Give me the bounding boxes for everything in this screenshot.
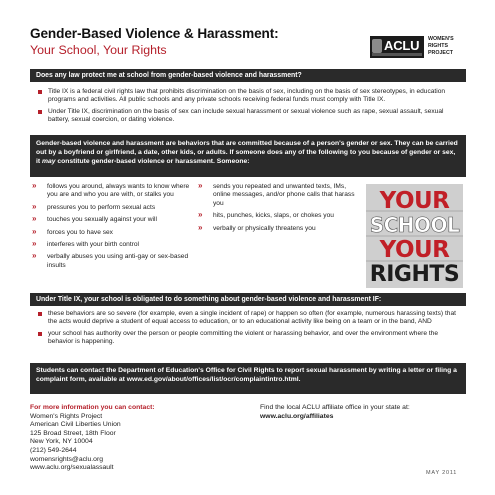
bullet-square-icon — [38, 90, 42, 94]
behavior-list-left — [32, 183, 192, 274]
affiliate-info — [260, 404, 470, 421]
behavior-text: sends you repeated and unwanted texts, IMs, online messages, and/or phone calls that harass you — [213, 183, 355, 207]
program-line: WOMEN'S — [428, 36, 454, 42]
behavior-text: verbally or physically threatens you — [213, 224, 316, 232]
behavior-text: follows you around, always wants to know where you are and who you are with, or stalks you — [47, 183, 190, 199]
bullet-text: your school has authority over the person or people committing the violent or harassing behavior, and over the environment where the behavior is happening. — [48, 329, 438, 346]
list-item — [32, 226, 192, 237]
list-item — [32, 216, 192, 224]
aclu-logo-text: ACLU — [384, 38, 420, 53]
list-item — [38, 310, 462, 327]
list-item — [32, 183, 192, 200]
section-heading-contact-ocr: Students can contact the Department of Education's Office for Civil Rights to report sexual harassment by writing a letter or filing a complaint form, available at www.ed.gov/about/offices/list/ocr/complaintintro.html. — [30, 363, 466, 394]
section-heading-law: Does any law protect me at school from gender-based violence and harassment? — [30, 69, 466, 82]
chevron-right-icon: » — [32, 201, 36, 211]
program-line: RIGHTS — [428, 43, 449, 49]
behavior-text: forces you to have sex — [47, 228, 113, 236]
poster-word: YOUR — [379, 237, 450, 263]
publication-date: MAY 2011 — [426, 470, 458, 476]
bullet-square-icon — [38, 110, 42, 114]
chevron-right-icon: » — [198, 210, 202, 220]
chevron-right-icon: » — [32, 251, 36, 261]
bullet-text: Title IX is a federal civil rights law that prohibits discrimination on the basis of sex, including on the basis of sex stereotypes, in education programs and activities. All public schools and any private schools receiving federal funds must comply with Title IX. — [48, 88, 446, 104]
aclu-logo-box — [370, 36, 424, 58]
chevron-right-icon: » — [32, 181, 36, 190]
list-item — [32, 241, 192, 249]
bullet-text: Under Title IX, discrimination on the basis of sex can include sexual harassment or sexual violence such as rape, sexual assault, sexual battery, sexual coercion, or dating violence. — [48, 107, 444, 124]
header — [30, 26, 330, 57]
aclu-logo — [370, 36, 466, 60]
list-item — [198, 222, 363, 233]
list-item — [32, 253, 192, 270]
section-heading-obligation: Under Title IX, your school is obligated to do something about gender-based violence and harassment IF: — [30, 293, 466, 306]
behavior-text: hits, punches, kicks, slaps, or chokes you — [213, 212, 334, 220]
logo-fine-print — [372, 53, 422, 56]
poster-word: RIGHTS — [369, 262, 460, 287]
behavior-text: touches you sexually against your will — [47, 216, 157, 224]
contact-line: New York, NY 10004 — [30, 438, 93, 446]
contact-email[interactable]: womensrights@aclu.org — [30, 455, 104, 463]
chevron-right-icon: » — [198, 222, 202, 232]
your-school-your-rights-graphic — [366, 184, 463, 288]
definition-text: Gender-based violence and harassment are behaviors that are committed because of a person's gender or sex. They can be carried out by a boyfriend or girlfriend, a date, other kids, or adults. If someone does any of the following to you because of gender or sex, it — [36, 140, 458, 165]
affiliate-text: Find the local ACLU affiliate office in your state at: — [260, 404, 410, 411]
section-heading-definition — [30, 135, 466, 177]
behavior-text: verbally abuses you using anti-gay or sex-based insults — [47, 253, 189, 269]
bullet-square-icon — [38, 312, 42, 316]
chevron-right-icon: » — [32, 226, 36, 236]
page-title: Gender-Based Violence & Harassment: — [30, 26, 279, 41]
bullet-square-icon — [38, 332, 42, 336]
list-item — [198, 212, 363, 220]
poster-word: SCHOOL — [369, 213, 460, 237]
bullet-text: these behaviors are so severe (for example, even a single incident of rape) or happen so often (for example, numerous harassing texts) that the acts would deprive a student of equal access to education, or to an educational activity like being on a team or in the band, AND — [48, 310, 456, 326]
contact-line: 125 Broad Street, 18th Floor — [30, 429, 116, 437]
contact-phone: (212) 549-2644 — [30, 446, 77, 454]
program-name — [428, 36, 468, 57]
behavior-list-right — [198, 183, 363, 237]
contact-line: American Civil Liberties Union — [30, 421, 121, 429]
chevron-right-icon: » — [32, 239, 36, 249]
list-item — [198, 183, 363, 208]
affiliate-link[interactable]: www.aclu.org/affiliates — [260, 412, 334, 420]
behavior-text: interferes with your birth control — [47, 241, 139, 249]
chevron-right-icon: » — [32, 214, 36, 224]
list-item — [32, 201, 192, 212]
list-item — [38, 88, 462, 105]
poster-word: YOUR — [379, 188, 450, 214]
contact-line: Women's Rights Project — [30, 412, 103, 420]
chevron-right-icon: » — [198, 181, 202, 190]
list-item — [38, 108, 462, 125]
contact-info — [30, 404, 250, 473]
law-bullet-list — [38, 88, 462, 128]
obligation-bullet-list — [38, 310, 462, 350]
definition-text-end: constitute gender-based violence or harassment. Someone: — [55, 158, 250, 165]
contact-website[interactable]: www.aclu.org/sexualassault — [30, 464, 114, 472]
page-subtitle: Your School, Your Rights — [30, 43, 167, 57]
definition-emphasis: may — [42, 158, 56, 165]
contact-heading: For more information you can contact: — [30, 404, 155, 411]
list-item — [38, 330, 462, 347]
program-line: PROJECT — [428, 50, 454, 56]
statue-of-liberty-icon — [372, 39, 382, 53]
behavior-text: pressures you to perform sexual acts — [47, 203, 156, 211]
